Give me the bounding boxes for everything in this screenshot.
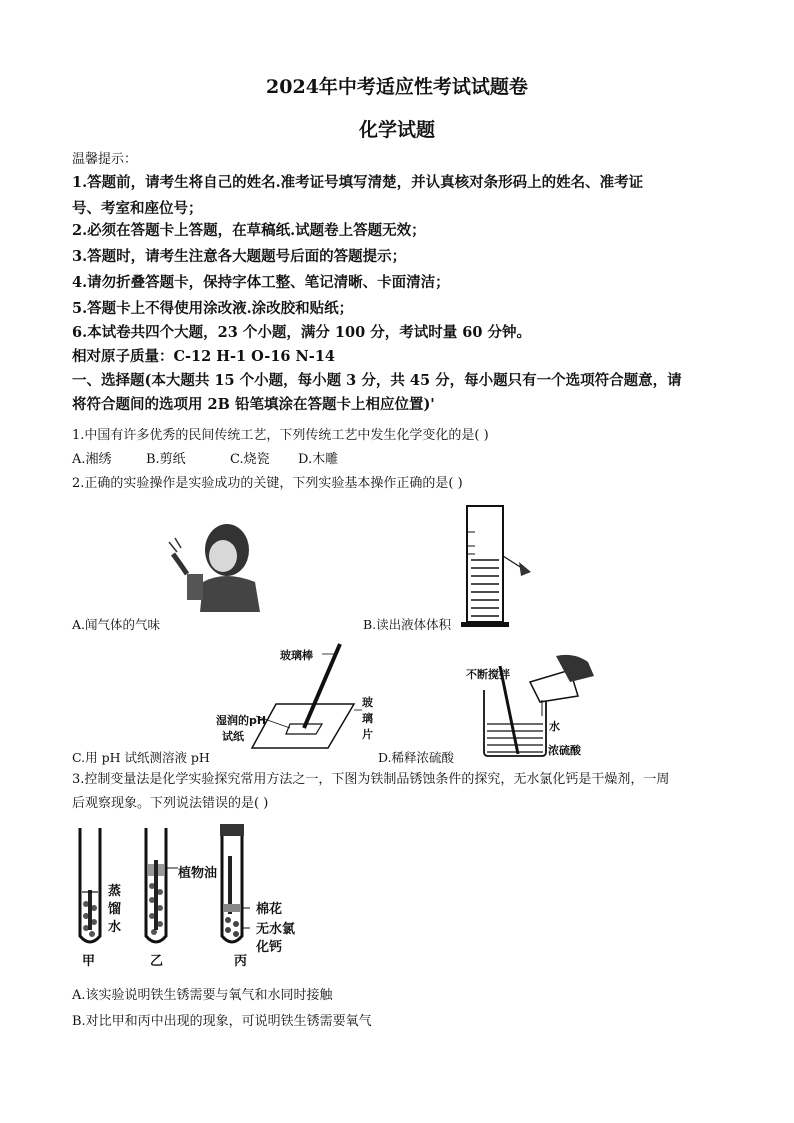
section-heading: 一、选择题(本大题共 15 个小题，每小题 3 分，共 45 分，每小题只有一个选项符合题意，请 — [72, 372, 682, 389]
q3-stem: 3.控制变量法是化学实验探究常用方法之一，下图为铁制品锈蚀条件的探究，无水氯化钙是干燥剂，一周 — [72, 772, 670, 787]
notice-line: 4.请勿折叠答题卡，保持字体工整、笔记清晰、卡面清洁； — [72, 274, 450, 291]
exam-subtitle: 化学试题 — [358, 119, 435, 141]
q1-option-a: A.湘绣 — [72, 452, 112, 467]
q1-stem: 1.中国有许多优秀的民间传统工艺，下列传统工艺中发生化学变化的是( ) — [72, 428, 489, 443]
q2-option-a: A.闻气体的气味 — [72, 617, 161, 632]
cacl2-label: 化钙 — [256, 940, 283, 955]
section-heading: 将符合题间的选项用 2B 铅笔填涂在答题卡上相应位置)' — [72, 396, 435, 413]
q2-option-c: C.用 pH 试纸测溶液 pH — [72, 750, 210, 765]
notice-line: 2.必须在答题卡上答题，在草稿纸.试题卷上答题无效； — [72, 222, 426, 239]
ph-paper-label: 试纸 — [222, 730, 244, 743]
glass-rod-label: 玻璃棒 — [280, 649, 313, 662]
q3-option-a: A.该实验说明铁生锈需要与氧气和水同时接触 — [72, 988, 333, 1003]
water-label: 水 — [549, 720, 560, 733]
q2-option-d: D.稀释浓硫酸 — [378, 750, 455, 765]
tube-bing-label: 丙 — [234, 954, 248, 969]
notice-line: 3.答题时，请考生注意各大题题号后面的答题提示； — [72, 248, 407, 265]
atomic-mass: 相对原子质量：C-12 H-1 O-16 N-14 — [72, 348, 335, 365]
notice-line: 1.答题前，请考生将自己的姓名.准考证号填写清楚，并认真核对条形码上的姓名、准考证 — [72, 174, 644, 191]
stir-label: 不断搅拌 — [466, 668, 510, 681]
acid-label: 浓硫酸 — [548, 744, 581, 757]
distilled-water-label: 蒸 — [108, 884, 122, 899]
glass-plate-label: 璃 — [362, 712, 373, 725]
cotton-label: 棉花 — [256, 902, 283, 917]
notice-heading: 温馨提示： — [72, 152, 138, 167]
distilled-water-label: 水 — [108, 920, 122, 935]
glass-plate-label: 片 — [362, 728, 373, 741]
glass-plate-label: 玻 — [362, 696, 373, 709]
notice-line: 5.答题卡上不得使用涂改液.涂改胶和贴纸； — [72, 300, 354, 317]
q2-option-b: B.读出液体体积 — [363, 617, 452, 632]
q1-option-d: D.木雕 — [298, 452, 339, 467]
q1-option-c: C.烧瓷 — [230, 452, 270, 467]
cacl2-label: 无水氯 — [256, 922, 296, 937]
q3-stem: 后观察现象。下列说法错误的是( ) — [72, 796, 269, 811]
tube-jia-label: 甲 — [82, 954, 96, 969]
ph-paper-label: 湿润的pH — [216, 714, 267, 727]
q3-option-b: B.对比甲和丙中出现的现象，可说明铁生锈需要氧气 — [72, 1014, 372, 1029]
notice-line: 号、考室和座位号； — [72, 200, 203, 217]
smell-gas-figure — [165, 512, 275, 612]
vegetable-oil-label: 植物油 — [178, 866, 218, 881]
tube-yi-label: 乙 — [150, 954, 164, 969]
exam-title: 2024年中考适应性考试试题卷 — [266, 76, 528, 98]
distilled-water-label: 馏 — [108, 902, 122, 917]
q2-stem: 2.正确的实验操作是实验成功的关键，下列实验基本操作正确的是( ) — [72, 476, 463, 491]
q1-option-b: B.剪纸 — [146, 452, 186, 467]
graduated-cylinder-figure — [455, 502, 540, 630]
notice-line: 6.本试卷共四个大题，23 个小题，满分 100 分，考试时量 60 分钟。 — [72, 324, 531, 341]
